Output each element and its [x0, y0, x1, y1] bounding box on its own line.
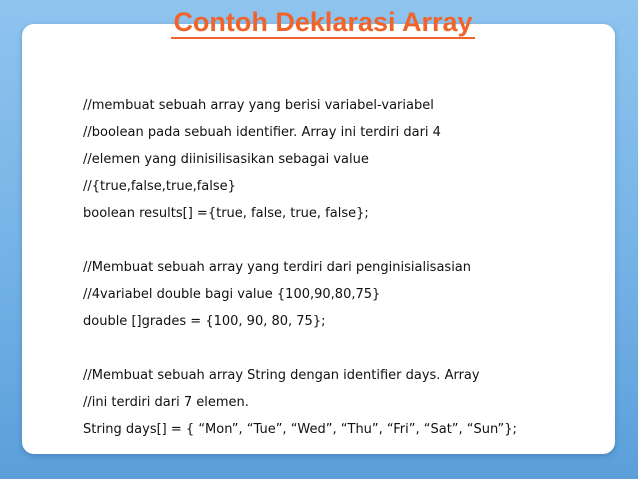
- code-line: //ini terdiri dari 7 elemen.: [83, 395, 249, 410]
- code-line: //Membuat sebuah array yang terdiri dari penginisialisasian: [83, 260, 472, 275]
- code-line: //Membuat sebuah array String dengan identifier days. Array: [83, 368, 480, 383]
- code-block: [83, 92, 603, 443]
- code-line: boolean results[] ={true, false, true, false};: [83, 206, 369, 221]
- blank-line: [83, 227, 603, 254]
- code-line: //elemen yang diinisilisasikan sebagai value: [83, 152, 369, 167]
- code-line: double []grades = {100, 90, 80, 75};: [83, 314, 326, 329]
- code-line: //membuat sebuah array yang berisi variabel-variabel: [83, 98, 434, 113]
- code-line: String days[] = { “Mon”, “Tue”, “Wed”, “Thu”, “Fri”, “Sat”, “Sun”};: [83, 422, 517, 437]
- slide-title-text: Contoh Deklarasi Array: [173, 7, 473, 37]
- code-line: //4variabel double bagi value {100,90,80,75}: [83, 287, 381, 302]
- blank-line: [83, 335, 603, 362]
- code-line: //{true,false,true,false}: [83, 179, 236, 194]
- code-line: //boolean pada sebuah identifier. Array ini terdiri dari 4: [83, 125, 441, 140]
